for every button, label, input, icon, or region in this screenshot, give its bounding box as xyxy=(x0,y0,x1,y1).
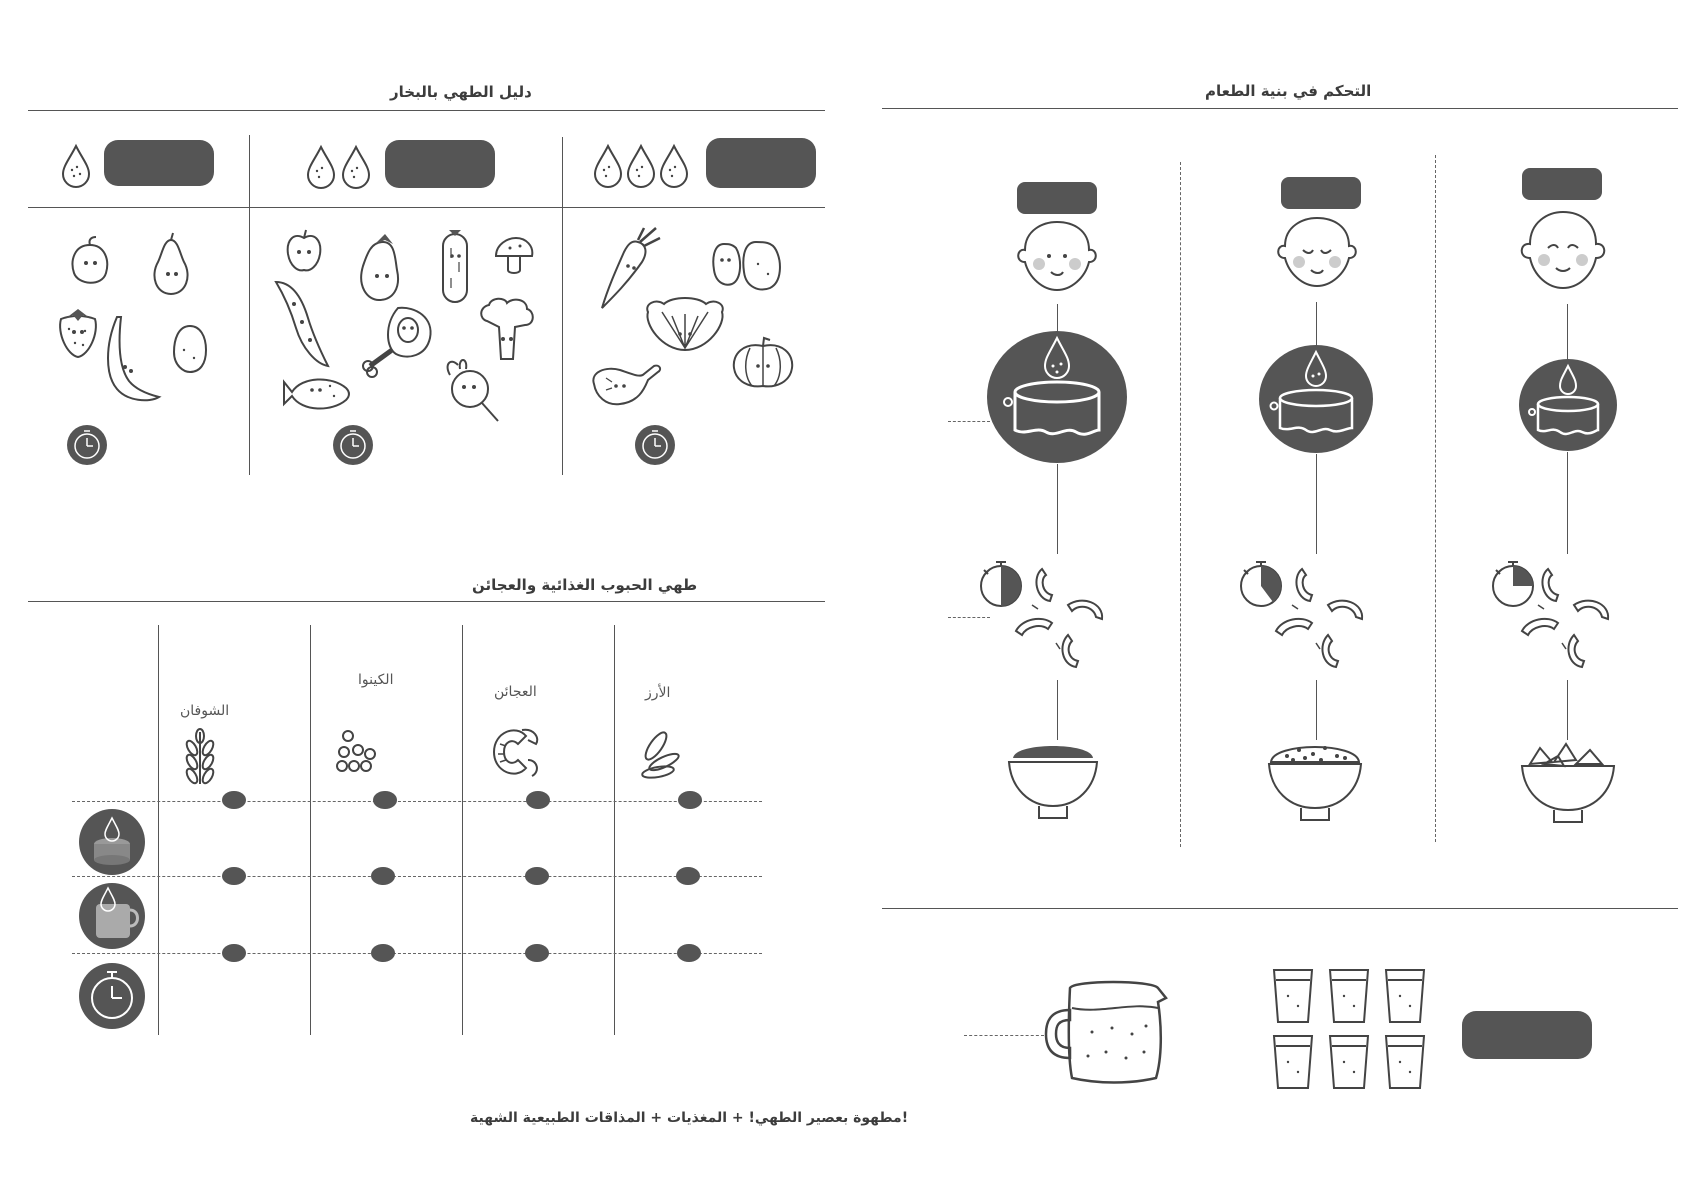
texture-connector xyxy=(1567,304,1568,364)
value-dot xyxy=(371,867,395,885)
steam-pot-icon xyxy=(1518,358,1618,452)
steam-pot-icon xyxy=(1258,344,1374,454)
value-dot xyxy=(371,944,395,962)
steam-pot-icon xyxy=(986,330,1128,464)
steam-guide-title: دليل الطهي بالبخار xyxy=(390,83,532,101)
mashed-bowl-icon xyxy=(1265,736,1365,826)
value-dot xyxy=(222,791,246,809)
value-dot xyxy=(677,944,701,962)
texture-stage-label xyxy=(1017,182,1097,214)
grains-title: طهي الحبوب الغذائية والعجائن xyxy=(472,576,698,594)
texture-connector xyxy=(1057,464,1058,554)
texture-divider xyxy=(1435,155,1436,842)
grain-label-rice: الأرز xyxy=(645,685,671,701)
texture-pointer xyxy=(948,421,990,422)
texture-connector xyxy=(1567,452,1568,554)
baby-face-icon xyxy=(1508,210,1618,290)
water-pointer xyxy=(964,1035,1044,1036)
chunks-bowl-icon xyxy=(1518,736,1618,828)
texture-stage-label xyxy=(1281,177,1361,209)
value-dot xyxy=(373,791,397,809)
baby-face-icon xyxy=(1005,220,1109,292)
pasta-pieces-icon xyxy=(1012,565,1108,671)
pasta-pieces-icon xyxy=(1518,565,1614,671)
value-dot xyxy=(222,944,246,962)
value-dot xyxy=(222,867,246,885)
texture-rule xyxy=(882,108,1678,109)
water-jug-icon xyxy=(78,882,146,950)
texture-connector xyxy=(1316,454,1317,554)
value-dot xyxy=(525,944,549,962)
water-quantity-label xyxy=(1462,1011,1592,1059)
measuring-jug-icon xyxy=(1040,978,1176,1086)
pasta-pieces-icon xyxy=(1272,565,1368,671)
texture-connector xyxy=(1057,680,1058,740)
steam-pot-icon xyxy=(78,808,146,876)
value-dot xyxy=(525,867,549,885)
grain-label-quinoa: الكينوا xyxy=(358,672,394,688)
texture-connector xyxy=(1567,680,1568,740)
grain-label-oat: الشوفان xyxy=(180,703,230,719)
texture-bottom-rule xyxy=(882,908,1678,909)
texture-divider xyxy=(1180,162,1181,847)
baby-face-icon xyxy=(1265,216,1369,288)
texture-pointer xyxy=(948,617,990,618)
texture-title: التحكم في بنية الطعام xyxy=(1205,82,1372,100)
value-dot xyxy=(676,867,700,885)
texture-stage-label xyxy=(1522,168,1602,200)
texture-connector xyxy=(1316,680,1317,740)
glasses-grid-icon xyxy=(1270,966,1434,1094)
value-dot xyxy=(678,791,702,809)
value-dot xyxy=(526,791,550,809)
grain-label-pasta: العجائن xyxy=(494,684,537,700)
texture-connector xyxy=(1316,302,1317,350)
footer-tagline: مطهوة بعصير الطهي! + المغذيات + المذاقات الطبيعية الشهية! xyxy=(470,1110,909,1126)
puree-bowl-icon xyxy=(1005,738,1101,824)
timer-icon xyxy=(78,962,146,1030)
